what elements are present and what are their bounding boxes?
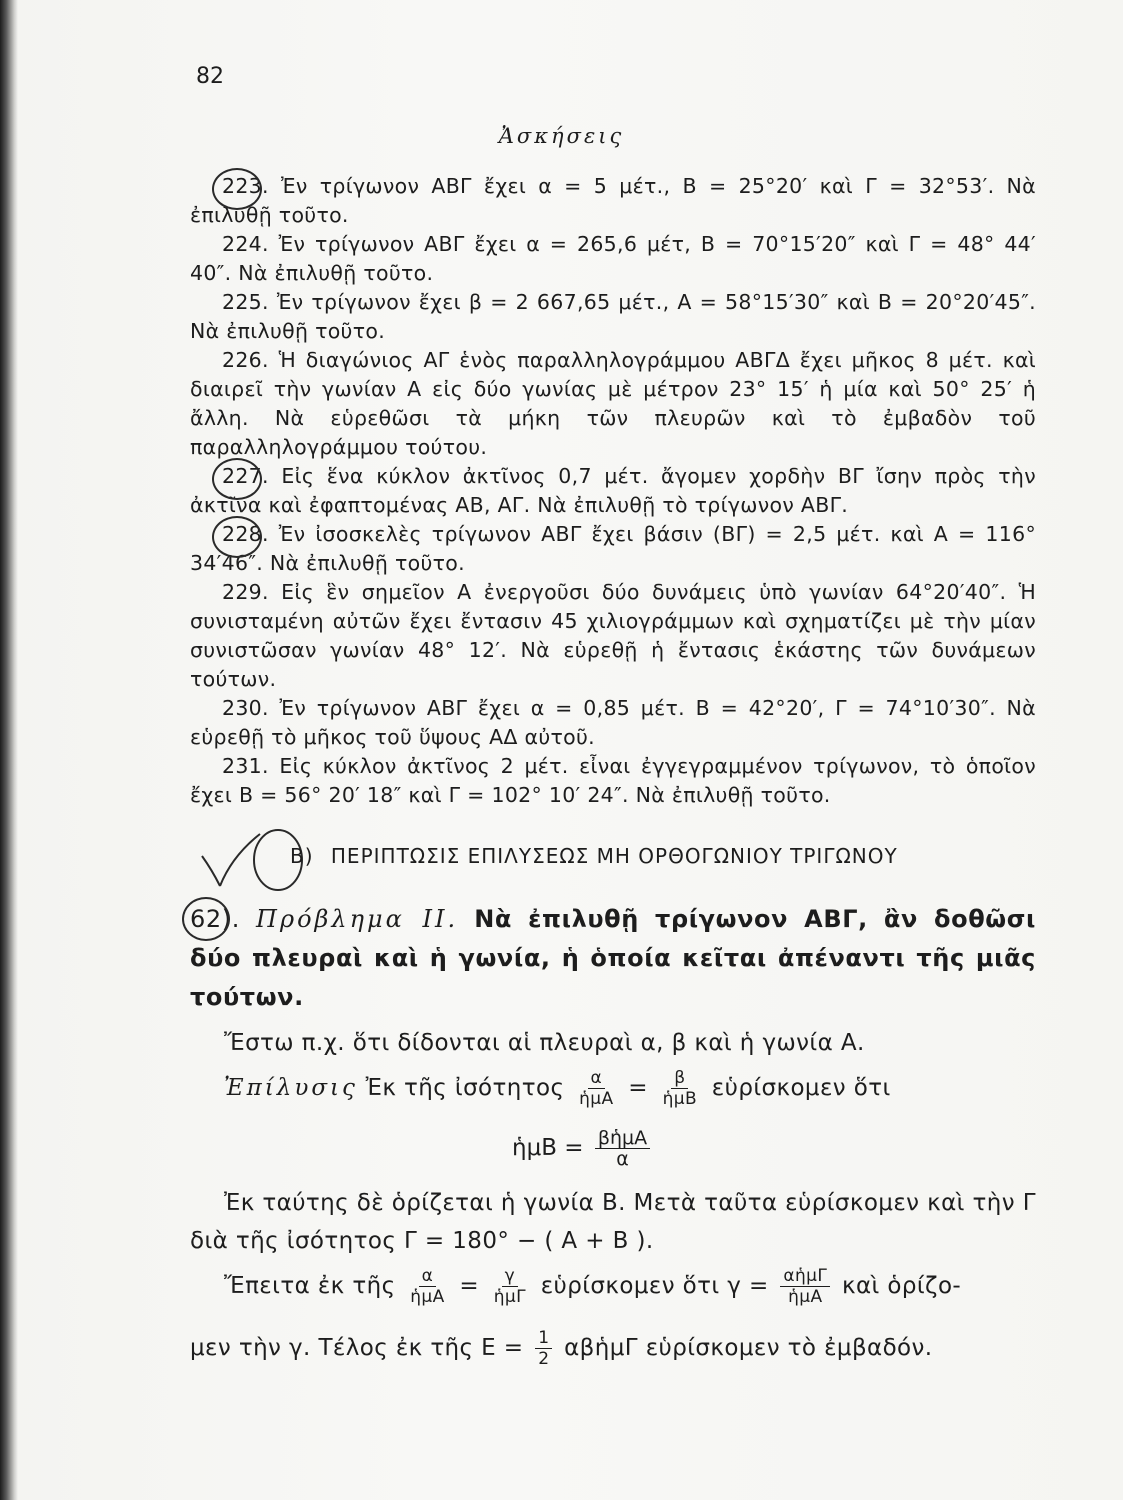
page-number: 82	[196, 64, 224, 89]
exercise-number: 225.	[222, 290, 269, 314]
fraction-bsinA-over-a: $\frac{\text{βἡμΑ}}{\alpha}$	[595, 1128, 650, 1169]
section-heading: Ἀσκήσεις	[498, 124, 625, 148]
fraction-a-over-sinA-2: $\frac{\alpha}{\text{ἡμΑ}}$	[410, 1266, 445, 1307]
exercise-text: Ἐν τρίγωνον ἔχει β = 2 667,65 μέτ., Α = 58°15′30″ καὶ Β = 20°20′45″. Νὰ ἐπιλυθῇ τοῦτο.	[190, 290, 1036, 343]
subsection-heading	[290, 844, 898, 868]
exercise-text: Εἰς κύκλον ἀκτῖνος 2 μέτ. εἶναι ἐγγεγραμμένον τρίγωνον, τὸ ὁποῖον ἔχει Β = 56° 20′ 18″ καὶ Γ = 102° 10′ 24″. Νὰ ἐπιλυθῇ τοῦτο.	[190, 754, 1036, 807]
binding-shadow	[0, 0, 18, 1500]
exercise-228	[190, 520, 1036, 578]
exercise-number: 224.	[222, 232, 269, 256]
exercise-text: Ἐν τρίγωνον ΑΒΓ ἔχει α = 5 μέτ., Β = 25°20′ καὶ Γ = 32°53′. Νὰ ἐπιλυθῇ τοῦτο.	[190, 174, 1036, 227]
problem-label: Πρόβλημα ΙΙ.	[256, 905, 459, 933]
exercise-number: 229.	[222, 580, 269, 604]
subsection-letter: Β)	[290, 844, 314, 868]
exercise-text: Ἐν τρίγωνον ΑΒΓ ἔχει α = 265,6 μέτ, Β = 70°15′20″ καὶ Γ = 48° 44′ 40″. Νὰ ἐπιλυθῇ τοῦτο.	[190, 232, 1036, 285]
exercise-number: 227.	[222, 464, 269, 488]
problem-number: 62).	[190, 905, 240, 933]
exercise-text: Ἐν ἰσοσκελὲς τρίγωνον ΑΒΓ ἔχει βάσιν (ΒΓ) = 2,5 μέτ. καὶ Α = 116° 34′46″. Νὰ ἐπιλυθῇ τοῦτο.	[190, 522, 1036, 575]
exercise-223	[190, 172, 1036, 230]
given-paragraph	[190, 1024, 1036, 1062]
problem-statement	[190, 900, 1036, 1017]
exercise-text: Ἐν τρίγωνον ΑΒΓ ἔχει α = 0,85 μέτ. Β = 42°20′, Γ = 74°10′30″. Νὰ εὑρεθῇ τὸ μῆκος τοῦ ὕψους ΑΔ αὐτοῦ.	[190, 696, 1036, 749]
fraction-c-over-sinC: $\frac{\gamma}{\text{ἡμΓ}}$	[493, 1266, 526, 1307]
formula-sinB: ἡμΒ = $\frac{\text{βἡμΑ}}{\alpha}$	[512, 1128, 654, 1169]
exercise-226	[190, 346, 1036, 462]
fraction-a-over-sinA: $\frac{\alpha}{\text{ἡμΑ}}$	[579, 1068, 614, 1109]
exercise-number: 230.	[222, 696, 269, 720]
fraction-one-half: $\frac{1}{2}$	[535, 1328, 552, 1369]
solution-line: Ἐπίλυσις Ἐκ τῆς ἰσότητος $\frac{\alpha}{\text{ἡμΑ}}$ = $\frac{\beta}{\text{ἡμΒ}}$ εὑρίσκομεν ὅτι	[224, 1068, 891, 1109]
exercise-229	[190, 578, 1036, 694]
solution-intro: Ἐκ τῆς ἰσότητος	[365, 1075, 565, 1101]
exercise-number: 226.	[222, 348, 269, 372]
area-line: μεν τὴν γ. Τέλος ἐκ τῆς Ε = $\frac{1}{2}$ αβἡμΓ εὑρίσκομεν τὸ ἐμβαδόν.	[190, 1328, 933, 1369]
exercise-231	[190, 752, 1036, 810]
exercise-number: 223.	[222, 174, 269, 198]
fraction-asinC-over-sinA: $\frac{\text{αἡμΓ}}{\text{ἡμΑ}}$	[780, 1266, 830, 1307]
exercise-224	[190, 230, 1036, 288]
angle-text: Ἐκ ταύτης δὲ ὁρίζεται ἡ γωνία Β. Μετὰ ταῦτα εὑρίσκομεν καὶ τὴν Γ διὰ τῆς ἰσότητος Γ = 180° − ( Α + Β ).	[190, 1190, 1036, 1254]
exercise-text: Εἰς ἕνα κύκλον ἀκτῖνος 0,7 μέτ. ἄγομεν χορδὴν ΒΓ ἴσην πρὸς τὴν ἀκτῖνα καὶ ἐφαπτομένας ΑΒ, ΑΓ. Νὰ ἐπιλυθῇ τὸ τρίγωνον ΑΒΓ.	[190, 464, 1036, 517]
side-c-line: Ἔπειτα ἐκ τῆς $\frac{\alpha}{\text{ἡμΑ}}$ = $\frac{\gamma}{\text{ἡμΓ}}$ εὑρίσκομεν ὅτι γ = $\frac{\text{αἡμΓ}}{\text{ἡμΑ}}$ καὶ ὁρίζο-	[224, 1266, 962, 1307]
exercise-225	[190, 288, 1036, 346]
exercise-text: Εἰς ἓν σημεῖον Α ἐνεργοῦσι δύο δυνάμεις ὑπὸ γωνίαν 64°20′40″. Ἡ συνισταμένη αὐτῶν ἔχει ἔντασιν 45 χιλιογράμμων καὶ σχηματίζει μὲ τὴν μίαν συνιστῶσαν γωνίαν 48° 12′. Νὰ εὑρεθῇ ἡ ἔντασις ἑκάστης τῶν δυνάμεων τούτων.	[190, 580, 1036, 691]
subsection-title: ΠΕΡΙΠΤΩΣΙΣ ΕΠΙΛΥΣΕΩΣ ΜΗ ΟΡΘΟΓΩΝΙΟΥ ΤΡΙΓΩΝΟΥ	[330, 844, 898, 868]
solution-find: εὑρίσκομεν ὅτι	[711, 1075, 891, 1101]
exercise-number: 231.	[222, 754, 269, 778]
problem-text: Νὰ ἐπιλυθῇ τρίγωνον ΑΒΓ, ἂν δοθῶσι δύο πλευραὶ καὶ ἡ γωνία, ἡ ὁποία κεῖται ἀπέναντι τῆς μιᾶς τούτων.	[190, 905, 1036, 1011]
given-text: Ἔστω π.χ. ὅτι δίδονται αἱ πλευραὶ α, β καὶ ἡ γωνία Α.	[224, 1030, 865, 1056]
angle-paragraph	[190, 1184, 1036, 1260]
exercise-list	[190, 172, 1036, 810]
exercise-number: 228.	[222, 522, 269, 546]
exercise-230	[190, 694, 1036, 752]
exercise-227	[190, 462, 1036, 520]
solution-label: Ἐπίλυσις	[224, 1075, 358, 1101]
exercise-text: Ἡ διαγώνιος ΑΓ ἑνὸς παραλληλογράμμου ΑΒΓΔ ἔχει μῆκος 8 μέτ. καὶ διαιρεῖ τὴν γωνίαν Α εἰς δύο γωνίας μὲ μέτρον 23° 15′ ἡ μία καὶ 50° 25′ ἡ ἄλλη. Νὰ εὑρεθῶσι τὰ μήκη τῶν πλευρῶν καὶ τὸ ἐμβαδὸν τοῦ παραλληλογράμμου τούτου.	[190, 348, 1036, 459]
fraction-b-over-sinB: $\frac{\beta}{\text{ἡμΒ}}$	[662, 1068, 698, 1109]
